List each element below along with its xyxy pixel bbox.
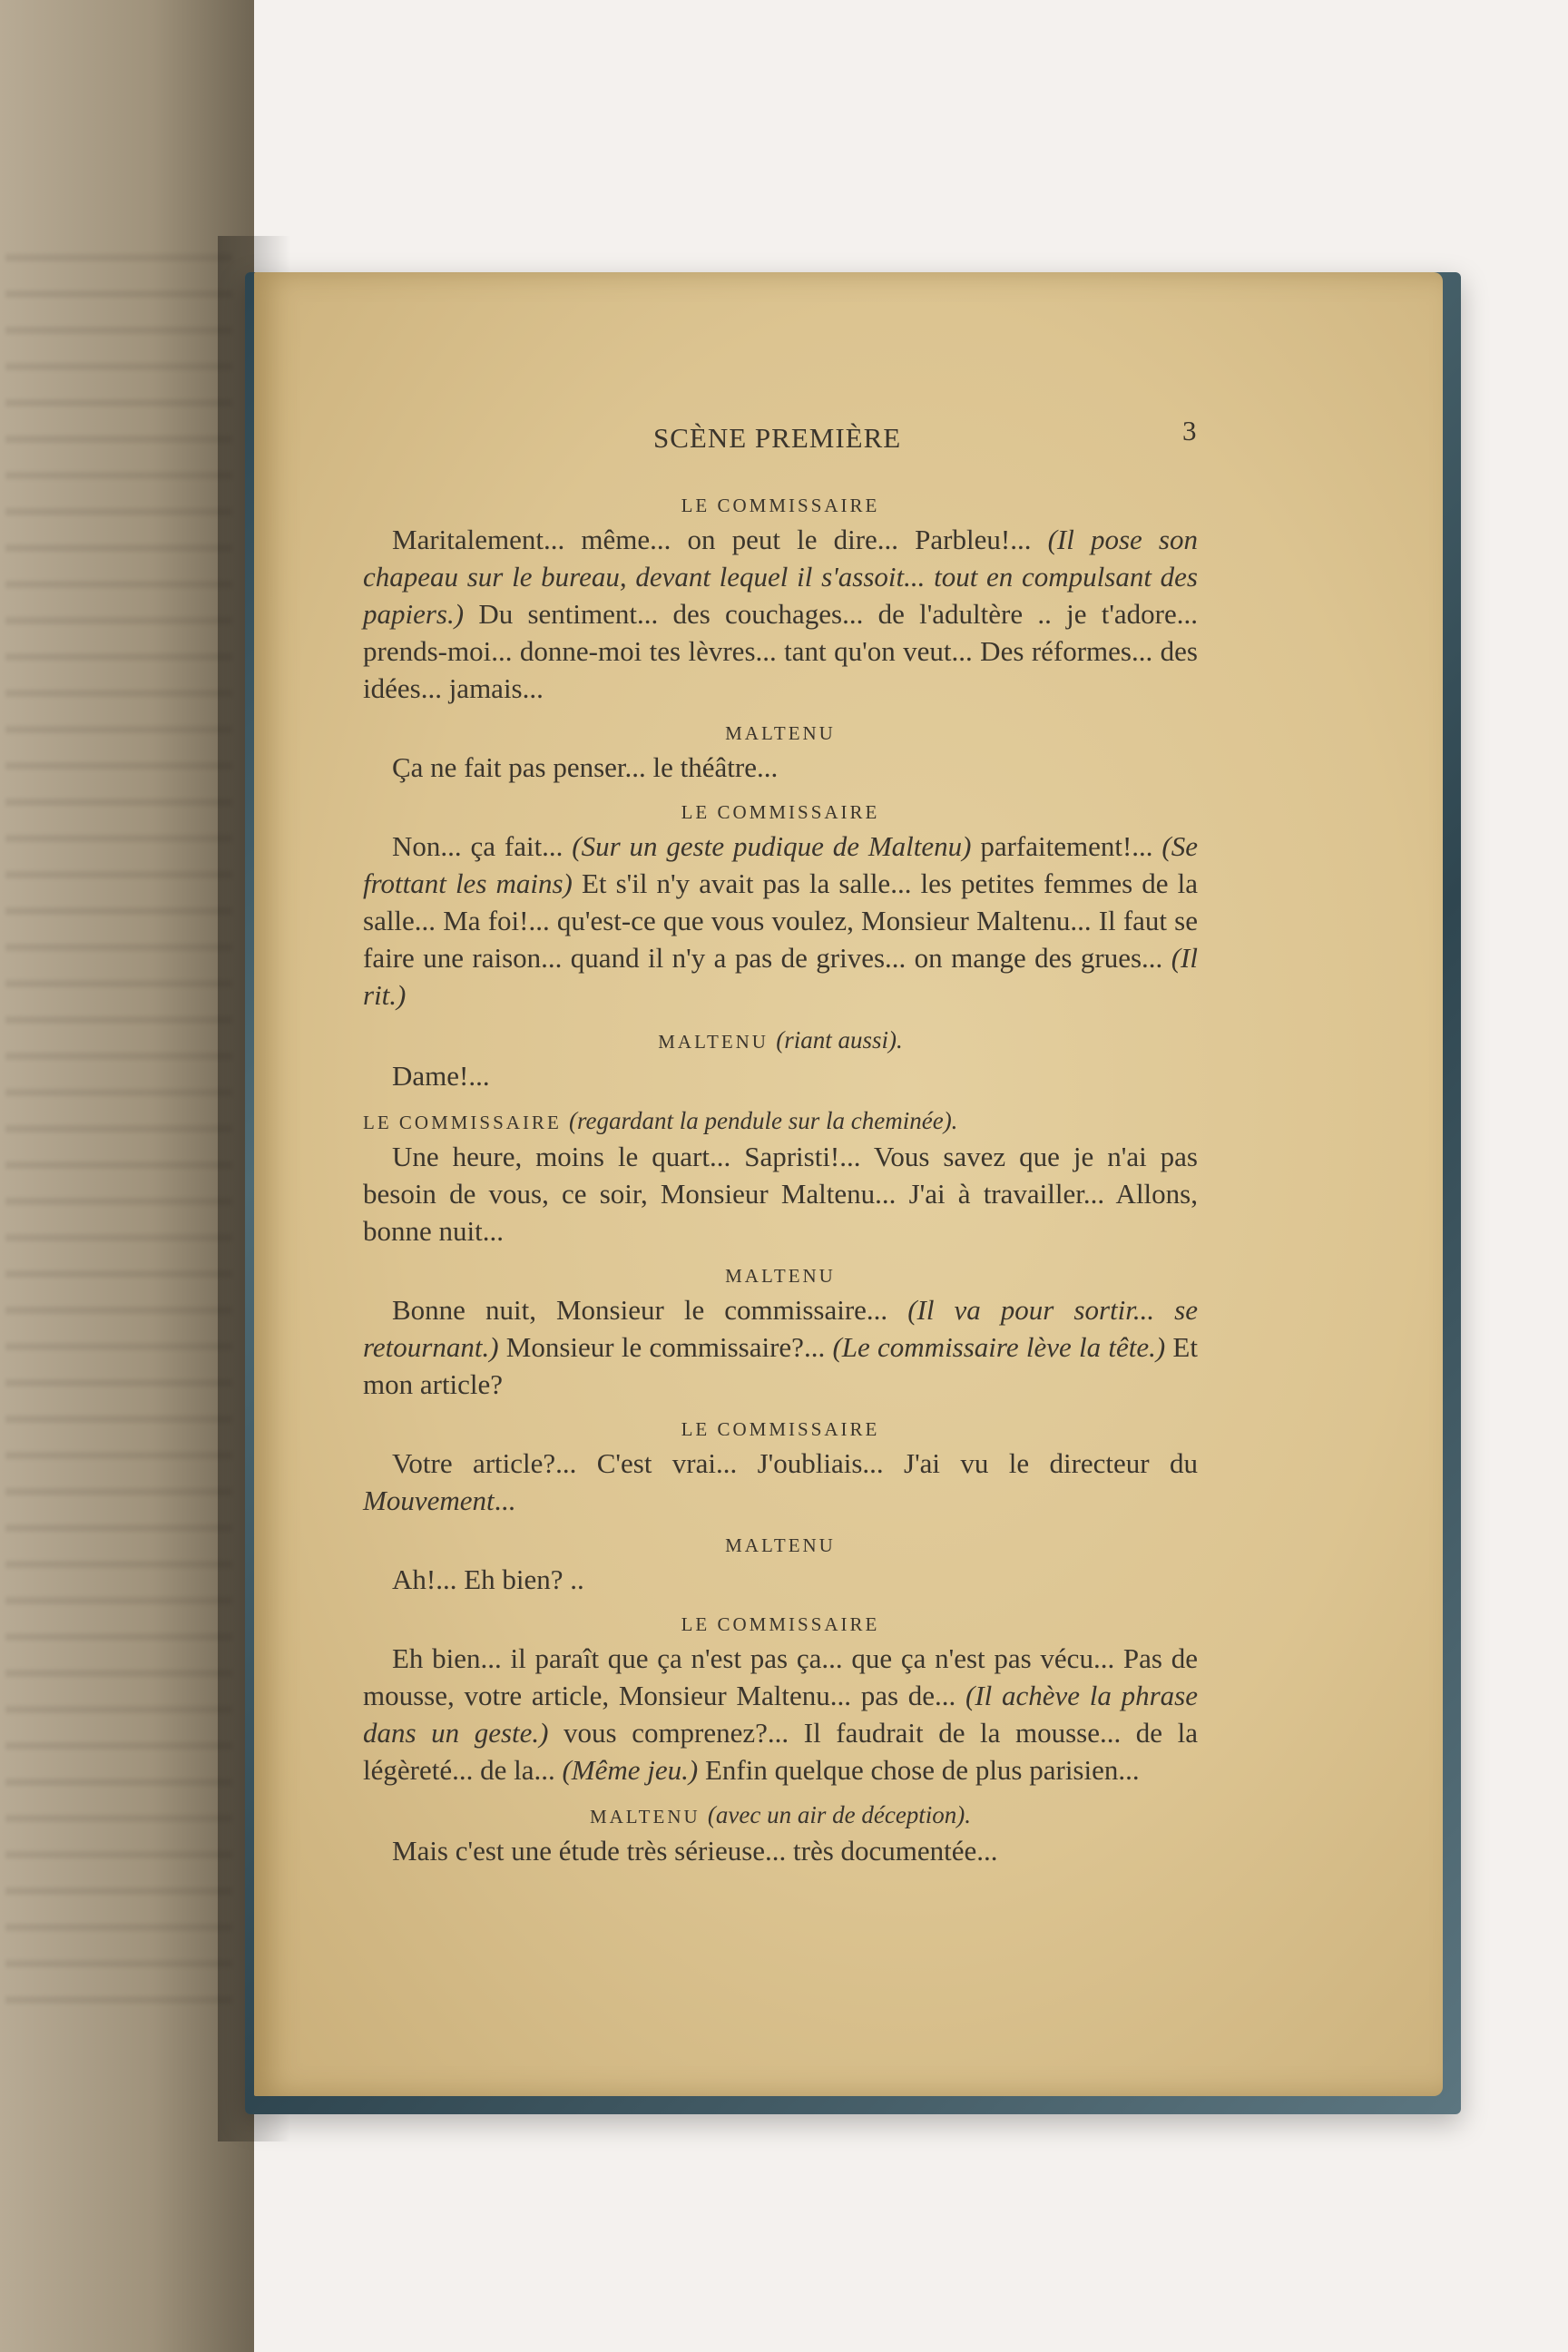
dialogue-text: vous comprenez?... Il faudrait de la mousse... de la légèreté... de la... (363, 1717, 1198, 1786)
speaker-label: MALTENU (725, 1534, 836, 1556)
speaker-name (363, 1105, 1198, 1138)
dialogue-line (363, 1640, 1198, 1788)
right-page (254, 272, 1443, 2096)
dialogue-text: Mais c'est une étude très sérieuse... très documentée... (392, 1835, 998, 1867)
speaker-label: LE COMMISSAIRE (681, 1418, 880, 1440)
speaker-label: MALTENU (725, 1265, 836, 1287)
inline-stage-direction: (Il pose son chapeau sur le bureau, devant lequel il s'assoit... tout en compulsant des papiers.) (363, 524, 1198, 630)
speaker-name (363, 490, 1198, 521)
dialogue-text: Monsieur le commissaire?... (498, 1331, 833, 1363)
stage-direction: (avec un air de déception). (707, 1801, 972, 1828)
speaker-label: MALTENU (589, 1806, 701, 1828)
dialogue-text: parfaitement!... (971, 830, 1162, 862)
left-facing-page (0, 0, 254, 2352)
speaker-label: LE COMMISSAIRE (681, 801, 880, 823)
dialogue-text: Une heure, moins le quart... Sapristi!... Vous savez que je n'ai pas besoin de vous, ce soir, Monsieur Maltenu... J'ai à travailler... Allons, bonne nuit... (363, 1141, 1198, 1247)
left-page-blurred-text (5, 254, 232, 2024)
dialogue-line (363, 521, 1198, 707)
inline-stage-direction: (Il rit.) (363, 942, 1198, 1011)
dialogue-text: Du sentiment... des couchages... de l'adultère .. je t'adore... prends-moi... donne-moi tes lèvres... tant qu'on veut... Des réformes... des idées... jamais... (363, 598, 1198, 704)
speaker-name (363, 1799, 1198, 1832)
dialogue-text: Maritalement... même... on peut le dire... Parbleu!... (392, 524, 1048, 555)
dialogue-line (363, 749, 1198, 786)
speaker-name (363, 1530, 1198, 1561)
speaker-name (363, 797, 1198, 828)
dialogue-text: Et s'il n'y avait pas la salle... les petites femmes de la salle... Ma foi!... qu'est-ce que vous voulez, Monsieur Maltenu... Il faut se faire une raison... quand il n'y a pas de grives... on mange des grues... (363, 867, 1198, 974)
play-text (363, 490, 1198, 1880)
dialogue-text: Dame!... (392, 1060, 490, 1092)
speaker-label: MALTENU (725, 722, 836, 744)
inline-stage-direction: (Il va pour sortir... se retournant.) (363, 1294, 1198, 1363)
speaker-name (363, 1260, 1198, 1291)
dialogue-text: ... (494, 1485, 515, 1516)
speaker-label: LE COMMISSAIRE (681, 495, 880, 516)
page-header (254, 415, 1443, 458)
dialogue-text: Votre article?... C'est vrai... J'oubliais... J'ai vu le directeur du (392, 1447, 1198, 1479)
page-number: 3 (1182, 415, 1197, 446)
speaker-label: LE COMMISSAIRE (681, 1613, 880, 1635)
speaker-label: MALTENU (658, 1031, 769, 1053)
dialogue-line (363, 1445, 1198, 1519)
dialogue-text: Bonne nuit, Monsieur le commissaire... (392, 1294, 908, 1326)
speaker-label: LE COMMISSAIRE (363, 1112, 562, 1133)
dialogue-text: Non... ça fait... (392, 830, 573, 862)
speaker-name (363, 1609, 1198, 1640)
dialogue-text: Ah!... Eh bien? .. (392, 1563, 584, 1595)
dialogue-text: Enfin quelque chose de plus parisien... (698, 1754, 1140, 1786)
dialogue-text: Et mon article? (363, 1331, 1198, 1400)
inline-stage-direction: (Se frottant les mains) (363, 830, 1198, 899)
speaker-name (363, 1414, 1198, 1445)
dialogue-line (363, 1561, 1198, 1598)
dialogue-line (363, 1832, 1198, 1869)
inline-stage-direction: (Sur un geste pudique de Maltenu) (572, 830, 972, 862)
running-title: SCÈNE PREMIÈRE (653, 422, 902, 454)
stage-direction: (riant aussi). (776, 1026, 903, 1054)
dialogue-text: Ça ne fait pas penser... le théâtre... (392, 751, 779, 783)
stage-direction: (regardant la pendule sur la cheminée). (569, 1107, 958, 1134)
inline-stage-direction: (Même jeu.) (562, 1754, 699, 1786)
dialogue-line (363, 1138, 1198, 1250)
dialogue-line (363, 828, 1198, 1014)
speaker-name (363, 718, 1198, 749)
dialogue-text: Eh bien... il paraît que ça n'est pas ça... que ça n'est pas vécu... Pas de mousse, votre article, Monsieur Maltenu... pas de... (363, 1642, 1198, 1711)
inline-stage-direction: (Il achève la phrase dans un geste.) (363, 1680, 1198, 1749)
dialogue-line (363, 1291, 1198, 1403)
inline-stage-direction: Mouvement (363, 1485, 495, 1516)
dialogue-line (363, 1057, 1198, 1094)
inline-stage-direction: (Le commissaire lève la tête.) (832, 1331, 1166, 1363)
speaker-name (363, 1024, 1198, 1057)
